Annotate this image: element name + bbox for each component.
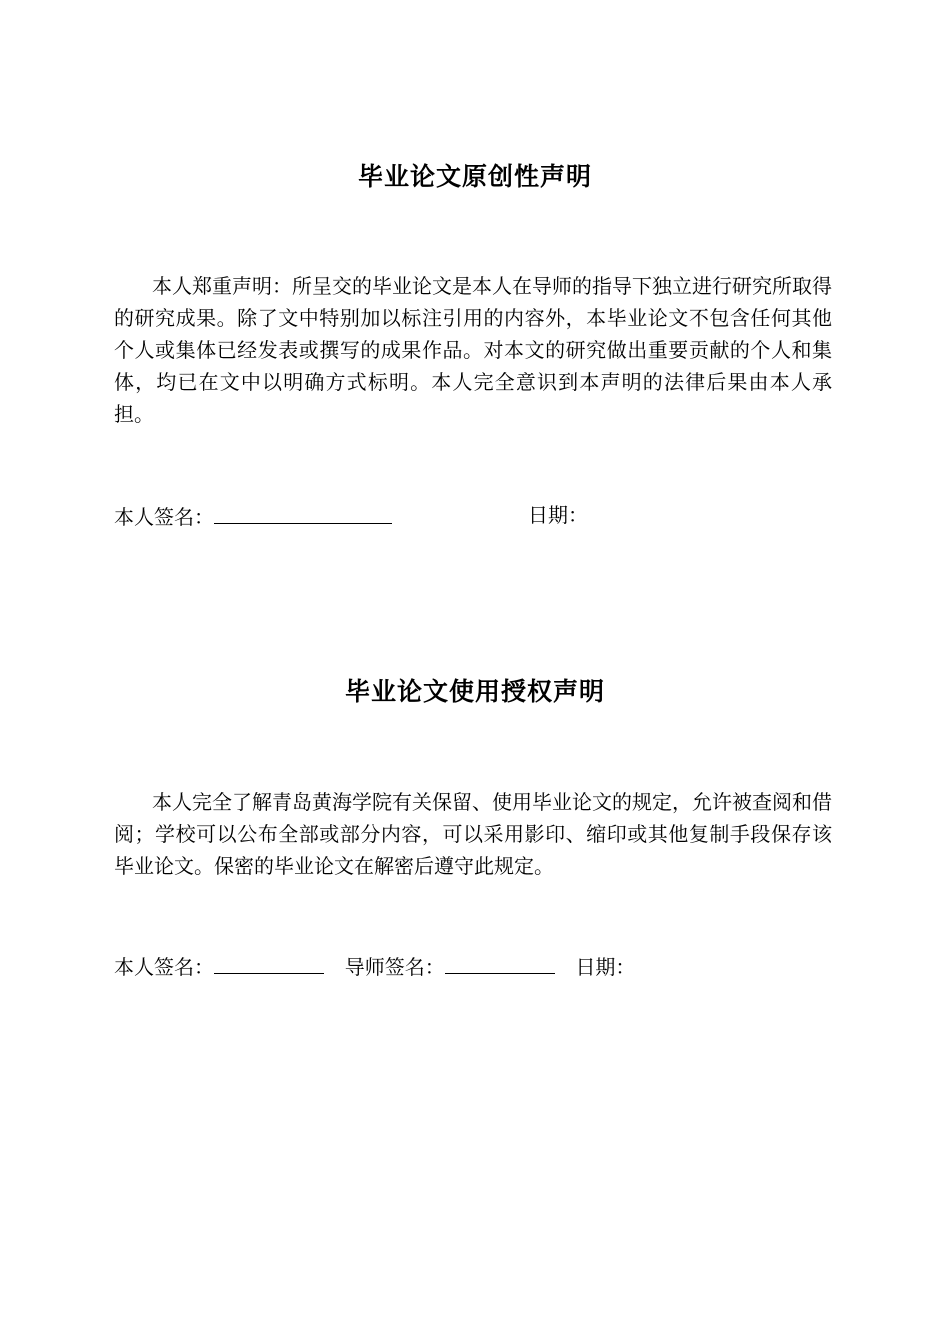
signature-label: 本人签名：	[114, 955, 214, 979]
date-label: 日期：	[528, 503, 588, 527]
signature-blank-line[interactable]	[214, 501, 392, 524]
signature-blank-line[interactable]	[214, 951, 324, 974]
advisor-signature-blank-line[interactable]	[445, 951, 555, 974]
date-label: 日期：	[575, 955, 636, 979]
authorization-body: 本人完全了解青岛黄海学院有关保留、使用毕业论文的规定，允许被查阅和借阅；学校可以公布全部或部分内容，可以采用影印、缩印或其他复制手段保存该毕业论文。保密的毕业论文在解密后遵守此规定。	[114, 790, 832, 878]
advisor-signature-label: 导师签名：	[344, 955, 445, 979]
originality-date-row	[528, 501, 588, 529]
signature-label: 本人签名：	[114, 505, 214, 529]
authorization-signature-row	[114, 951, 635, 981]
originality-title: 毕业论文原创性声明	[357, 162, 592, 191]
originality-signature-row	[114, 501, 392, 531]
authorization-title: 毕业论文使用授权声明	[344, 677, 605, 706]
originality-body: 本人郑重声明：所呈交的毕业论文是本人在导师的指导下独立进行研究所取得的研究成果。除了文中特别加以标注引用的内容外，本毕业论文不包含任何其他个人或集体已经发表或撰写的成果作品。对本文的研究做出重要贡献的个人和集体，均已在文中以明确方式标明。本人完全意识到本声明的法律后果由本人承担。	[114, 274, 832, 426]
